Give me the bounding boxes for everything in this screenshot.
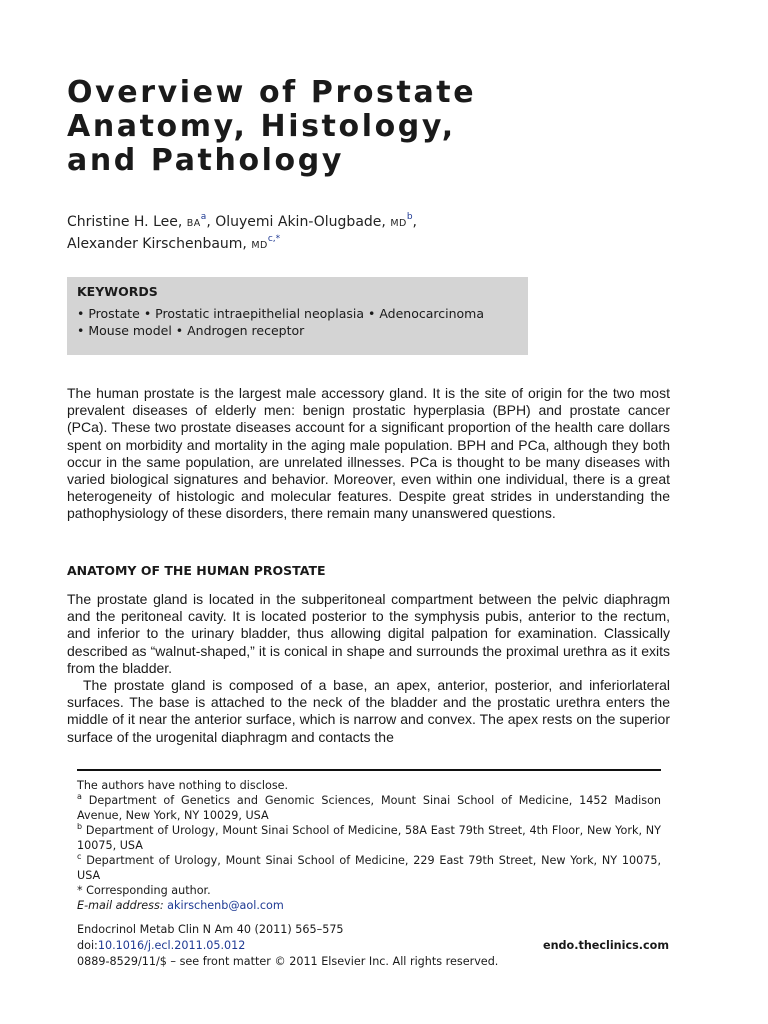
affiliation-mark: a [77,792,82,801]
title-line-1: Overview of Prostate [67,75,477,110]
section-heading: ANATOMY OF THE HUMAN PROSTATE [67,563,326,578]
email-line [77,898,661,913]
author-degree: BA [186,218,201,229]
affiliation-a [77,793,661,823]
email-label: E-mail address: [77,899,164,912]
author-separator: , [412,214,417,230]
affiliation-mark: b [77,822,83,831]
author-line-1 [67,212,687,234]
title-line-3: and Pathology [67,143,344,178]
anatomy-paragraph-1: The prostate gland is located in the subperitoneal compartment between the pelvic diaphragm and the peritoneal cavity. It is located posterior to the symphysis pubis, anterior to the rectum, and inferior to the urinary bladder, thus allowing digital palpation for examination. Classically described as “walnut-shaped,” it is conical in shape and surrounds the proximal urethra as it exits from the bladder. [67,591,670,676]
copyright: 0889-8529/11/$ – see front matter © 2011 Elsevier Inc. All rights reserved. [77,955,499,968]
affiliation-text: Department of Genetics and Genomic Sciences, Mount Sinai School of Medicine, 1452 Madison Avenue, New York, NY 10029, USA [77,794,662,822]
citation: Endocrinol Metab Clin N Am 40 (2011) 565–575 [77,923,344,936]
author-name: Oluyemi Akin-Olugbade, [215,214,391,230]
author-degree: MD [390,218,407,229]
affiliation-text: Department of Urology, Mount Sinai School of Medicine, 58A East 79th Street, 4th Floor, New York, NY 10075, USA [77,824,661,852]
doi-label: doi: [77,939,98,952]
journal-site[interactable]: endo.theclinics.com [542,939,669,952]
affiliation-mark: c [77,852,82,861]
disclosure-note: The authors have nothing to disclose. [77,779,289,792]
doi-link[interactable]: 10.1016/j.ecl.2011.05.012 [97,939,246,952]
keywords-heading: KEYWORDS [77,284,158,299]
intro-section [67,385,670,523]
journal-info [77,922,669,970]
affiliation-c [77,853,661,883]
affiliation-text: Department of Urology, Mount Sinai School of Medicine, 229 East 79th Street, New York, NY 10075, USA [77,854,661,882]
anatomy-paragraph-2: The prostate gland is composed of a base, an apex, anterior, posterior, and inferiorlateral surfaces. The base is attached to the neck of the bladder and the prostatic urethra enters the middle of it near the anterior surface, which is narrow and convex. The apex rests on the superior surface of the urogenital diaphragm and contacts the [67,677,670,745]
author-affiliation-mark[interactable]: a [200,212,207,222]
doi-row [77,938,669,954]
anatomy-section [67,591,670,746]
intro-paragraph: The human prostate is the largest male accessory gland. It is the site of origin for the two most prevalent diseases of elderly men: benign prostatic hyperplasia (BPH) and prostate cancer (PCa). These two prostate diseases account for a significant proportion of the health care dollars spent on morbidity and mortality in the aging male population. BPH and PCa, although they both occur in the same population, are unrelated illnesses. PCa is thought to be many diseases with varied biological signatures and behavior. Moreover, even within one individual, there is a great heterogeneity of histologic and molecular features. Despite great strides in understanding the pathophysiology of these disorders, there remain many unanswered questions. [67,385,670,522]
keywords-box [67,277,528,355]
corresponding-author: * Corresponding author. [77,884,211,897]
footnotes [77,778,661,913]
keywords-line-1: • Prostate • Prostatic intraepithelial neoplasia • Adenocarcinoma [77,306,485,321]
email-link[interactable]: akirschenb@aol.com [167,899,284,912]
affiliation-b [77,823,661,853]
author-separator: , [206,214,216,230]
author-degree: MD [251,240,268,251]
author-list [67,212,687,256]
article-title [67,76,687,178]
author-affiliation-mark[interactable]: c,* [267,234,281,244]
author-affiliation-mark[interactable]: b [406,212,413,222]
author-line-2 [67,234,687,256]
author-name: Christine H. Lee, [67,214,187,230]
title-line-2: Anatomy, Histology, [67,109,456,144]
keywords-line-2: • Mouse model • Androgen receptor [77,323,305,338]
footnote-divider [77,769,661,771]
author-name: Alexander Kirschenbaum, [67,236,252,252]
